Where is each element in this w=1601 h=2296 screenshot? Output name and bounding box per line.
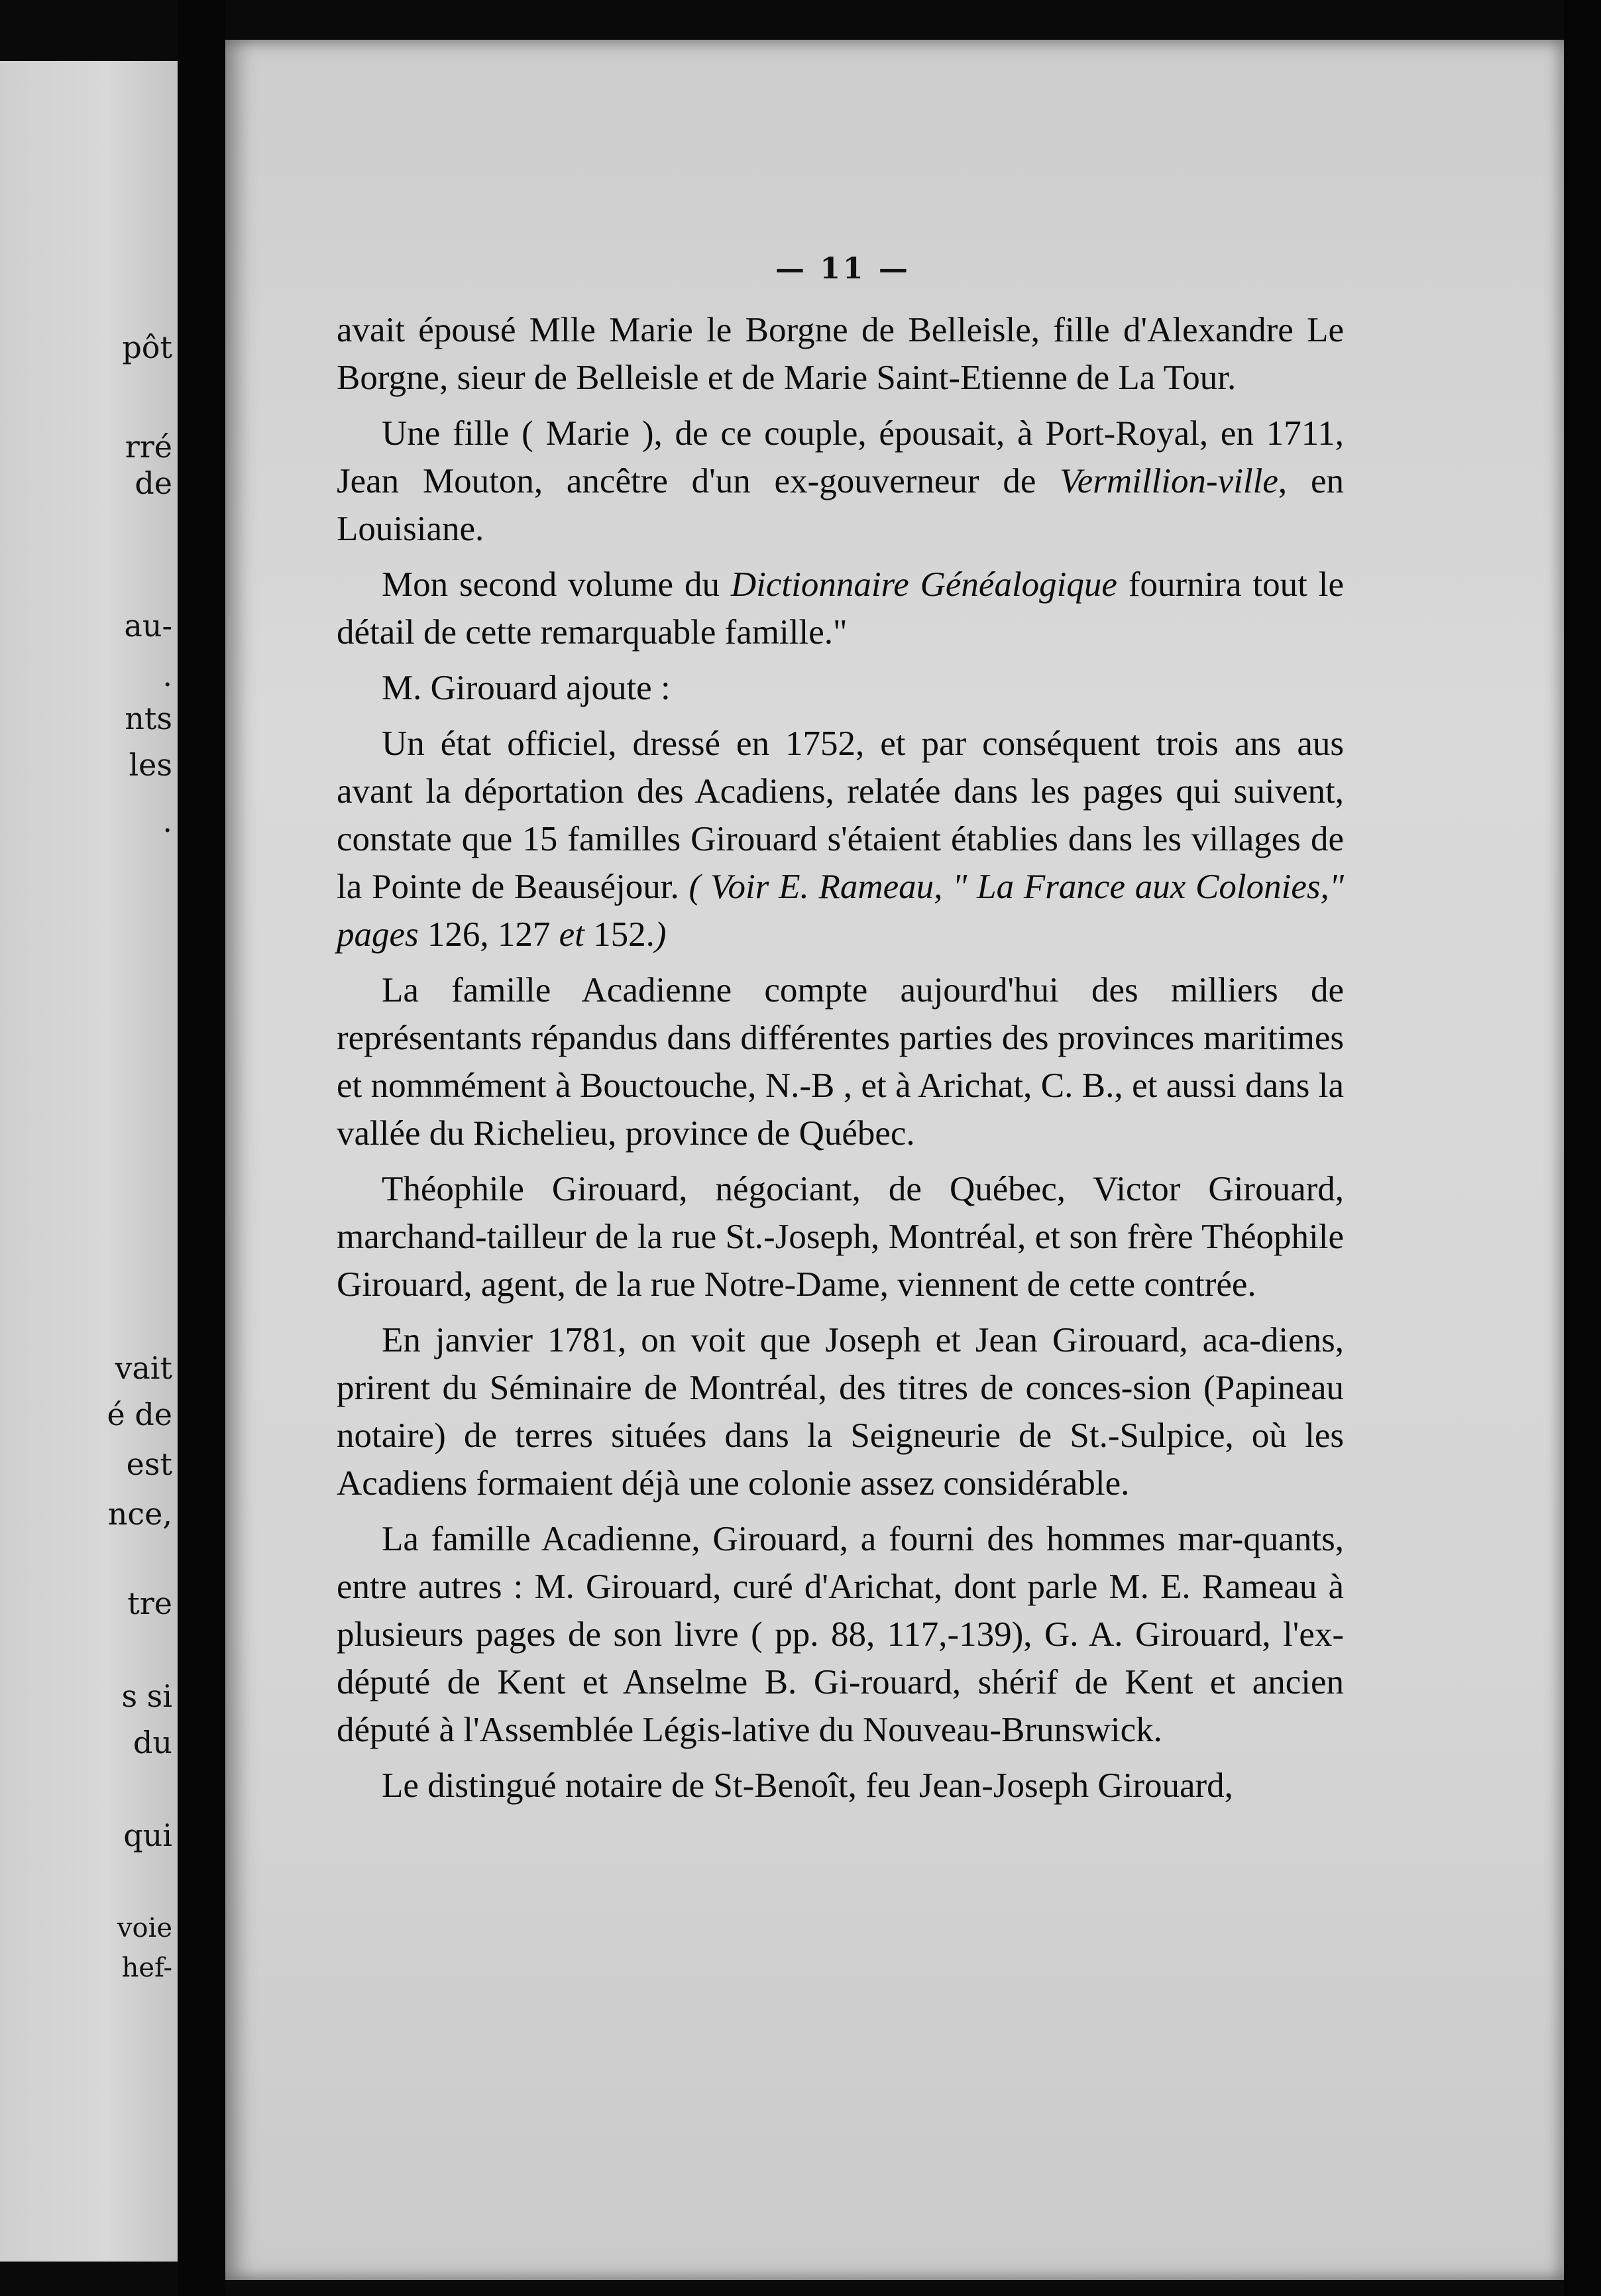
left-fragment: au-: [124, 608, 172, 644]
page-number: — 11 —: [775, 252, 911, 286]
left-fragment: du: [133, 1725, 172, 1760]
text-run: Un état officiel, dressé en 1752, et par conséquent trois ans aus avant la déportation des Acadiens, relatée dans les pages qui suivent, constate que 15 familles Girouard s'étaient établies dans les villages de la Pointe de Beauséjour.: [337, 724, 1344, 906]
text-run: avait épousé Mlle Marie le Borgne de Belleisle, fille d'Alexandre Le Borgne, sieur de Belleisle et de Marie Saint-Etienne de La Tour.: [337, 311, 1344, 397]
left-fragment: .: [162, 658, 172, 693]
italic-text: Dictionnaire Généalogique: [730, 565, 1117, 604]
paragraph: [337, 720, 1344, 958]
left-fragment: nce,: [107, 1496, 172, 1532]
text-run: La famille Acadienne compte aujourd'hui des milliers de représentants répandus dans différentes parties des provinces maritimes et nommément à Bouctouche, N.-B , et à Arichat, C. B., et aussi dans la vallée du Richelieu, province de Québec.: [337, 971, 1344, 1153]
text-run: Théophile Girouard, négociant, de Québec, Victor Girouard, marchand-tailleur de la rue St.-Joseph, Montréal, et son frère Théophile Girouard, agent, de la rue Notre-Dame, viennent de cette contrée.: [337, 1170, 1344, 1304]
left-fragment: nts: [125, 701, 172, 736]
paragraph: [337, 664, 1344, 712]
left-fragment: .: [162, 803, 172, 839]
paragraph: [337, 306, 1344, 402]
left-fragment: tre: [127, 1585, 172, 1621]
text-run: 152.: [584, 915, 655, 954]
paragraph: [337, 1762, 1344, 1809]
text-run: Une fille ( Marie ), de ce couple, épousait, à Port-Royal, en 1711, Jean Mouton, ancêtre d'un ex-gouverneur de: [337, 414, 1344, 500]
paragraph: [337, 966, 1344, 1157]
left-fragment: les: [129, 747, 172, 783]
text-run: M. Girouard ajoute :: [382, 669, 671, 707]
paragraph: [337, 410, 1344, 553]
italic-text: et: [559, 915, 584, 954]
left-fragment: é de: [107, 1397, 172, 1432]
text-run: , en Louisiane.: [337, 462, 1344, 548]
previous-page-edge: [0, 61, 178, 2262]
left-fragment: vait: [115, 1350, 172, 1386]
page-body-text: [337, 306, 1344, 1817]
text-run: En janvier 1781, on voit que Joseph et Jean Girouard, aca-diens, prirent du Séminaire de Montréal, des titres de conces-sion (Papineau notaire) de terres situées dans la Seigneurie de St.-Sulpice, où les Acadiens formaient déjà une colonie assez considérable.: [337, 1321, 1344, 1503]
text-run: Mon second volume du: [382, 565, 731, 604]
italic-text: Vermillion-ville: [1060, 462, 1278, 500]
left-fragment: s si: [121, 1678, 172, 1714]
left-fragment: hef-: [121, 1953, 172, 1983]
text-run: La famille Acadienne, Girouard, a fourni des hommes mar-quants, entre autres : M. Girouard, curé d'Arichat, dont parle M. E. Rameau à plusieurs pages de son livre ( pp. 88, 117,-139), G. A. Girouard, l'ex-député de Kent et Anselme B. Gi-rouard, shérif de Kent et ancien député à l'Assemblée Légis-lative du Nouveau-Brunswick.: [337, 1520, 1344, 1749]
left-fragment: de: [135, 465, 172, 501]
paragraph: [337, 561, 1344, 656]
left-fragment: rré: [125, 429, 172, 465]
paragraph: [337, 1316, 1344, 1507]
scan-border: [1564, 0, 1601, 2296]
left-fragment: pôt: [122, 329, 172, 365]
left-fragment: qui: [123, 1817, 172, 1853]
text-run: fournira tout le détail de cette remarquable famille.": [337, 565, 1344, 652]
left-fragment: voie: [117, 1913, 172, 1943]
italic-text: ( Voir E. Rameau, " La France aux Colonies," pages: [337, 868, 1344, 954]
left-fragment: est: [126, 1446, 172, 1482]
paragraph: [337, 1515, 1344, 1754]
text-run: Le distingué notaire de St-Benoît, feu Jean-Joseph Girouard,: [382, 1766, 1233, 1805]
text-run: 126, 127: [418, 915, 559, 954]
italic-text: ): [654, 915, 667, 954]
book-gutter: [178, 0, 225, 2296]
paragraph: [337, 1165, 1344, 1308]
